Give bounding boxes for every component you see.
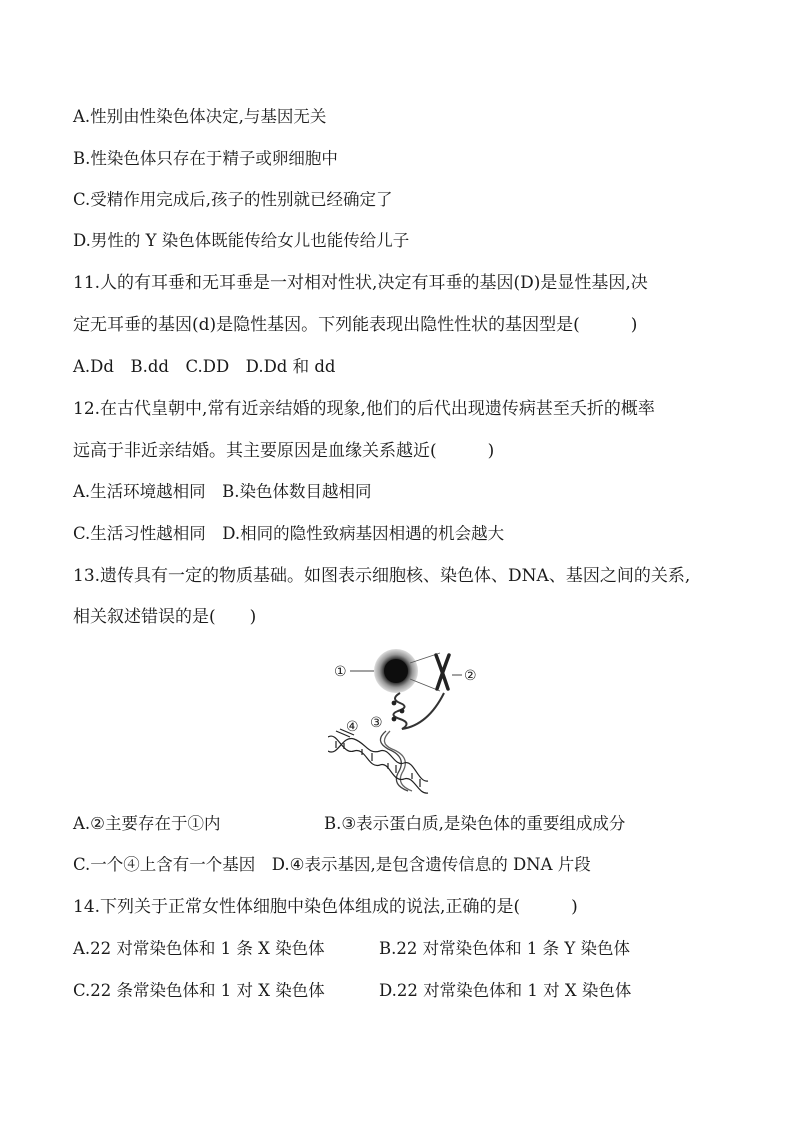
q11-options: A.Dd B.dd C.DD D.Dd 和 dd — [73, 357, 336, 376]
q12-options-line1: A.生活环境越相同 B.染色体数目越相同 — [73, 482, 372, 501]
q12-stem-line1: 12.在古代皇朝中,常有近亲结婚的现象,他们的后代出现遗传病甚至夭折的概率 — [73, 399, 655, 419]
q13-option-b: B.③表示蛋白质,是染色体的重要组成成分 — [324, 814, 626, 833]
q10-option-d: D.男性的 Y 染色体既能传给女儿也能传给儿子 — [73, 231, 410, 250]
figure-drawing — [328, 645, 488, 795]
q13-stem-line1: 13.遗传具有一定的物质基础。如图表示细胞核、染色体、DNA、基因之间的关系, — [73, 566, 691, 586]
chromosome-shape — [436, 655, 449, 689]
q11-stem-line2: 定无耳垂的基因(d)是隐性基因。下列能表现出隐性性状的基因型是( ) — [73, 315, 638, 335]
q14-option-d: D.22 对常染色体和 1 对 X 染色体 — [379, 981, 632, 1000]
figure-label-1: ① — [334, 664, 347, 680]
q13-option-a: A.②主要存在于①内 — [73, 814, 221, 833]
q12-options-line2: C.生活习性越相同 D.相同的隐性致病基因相遇的机会越大 — [73, 524, 505, 543]
q14-stem: 14.下列关于正常女性体细胞中染色体组成的说法,正确的是( ) — [73, 897, 578, 917]
figure-label-4: ④ — [346, 719, 359, 735]
q12-stem-line2: 远高于非近亲结婚。其主要原因是血缘关系越近( ) — [73, 441, 495, 461]
q14-option-a: A.22 对常染色体和 1 条 X 染色体 — [73, 939, 325, 958]
q10-option-b: B.性染色体只存在于精子或卵细胞中 — [73, 149, 338, 168]
q11-stem-line1: 11.人的有耳垂和无耳垂是一对相对性状,决定有耳垂的基因(D)是显性基因,决 — [73, 273, 648, 293]
q14-option-b: B.22 对常染色体和 1 条 Y 染色体 — [379, 939, 630, 958]
q10-option-a: A.性别由性染色体决定,与基因无关 — [73, 107, 327, 126]
q13-options-cd: C.一个④上含有一个基因 D.④表示基因,是包含遗传信息的 DNA 片段 — [73, 855, 591, 874]
q14-option-c: C.22 条常染色体和 1 对 X 染色体 — [73, 981, 325, 1000]
q10-option-c: C.受精作用完成后,孩子的性别就已经确定了 — [73, 190, 393, 209]
q13-stem-line2: 相关叙述错误的是( ) — [73, 607, 257, 627]
figure-label-2: ② — [464, 668, 477, 684]
dna-double-helix-shape — [328, 736, 428, 793]
figure-label-3: ③ — [370, 715, 383, 731]
cell-chromosome-dna-figure — [328, 645, 488, 795]
